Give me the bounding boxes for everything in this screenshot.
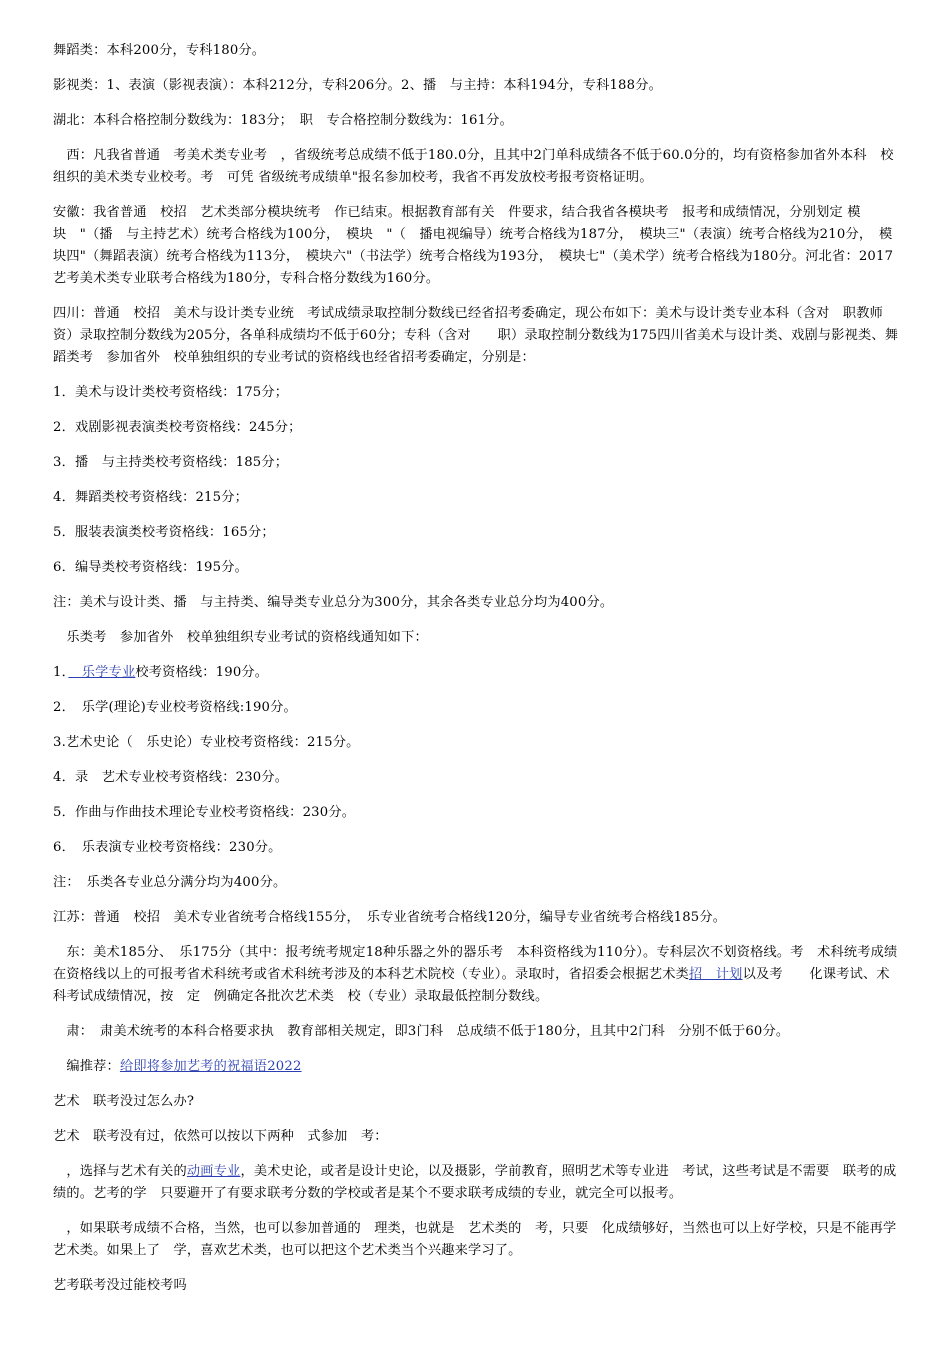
paragraph-text: 东：美术185分、 乐175分（其中：报考统考规定18种乐器之外的器乐考 本科资格线为110分）。专科层次不划资格线。考 术科统考成绩在资格线以上的可报考省术科统考或省术科统考涉及的本科艺术院校（专业）。录取时，省招委会根据艺术类: [53, 945, 898, 982]
paragraph-text: 1．: [53, 665, 69, 680]
paragraph: [53, 522, 900, 544]
paragraph-text: ，选择与艺术有关的: [53, 1164, 187, 1179]
paragraph-text: ，美术史论，或者是设计史论，以及摄影，学前教育，照明艺术等专业进 考试，这些考试是不需要 联考的成绩的。艺考的学 只要避开了有要求联考分数的学校或者是某个不要求联考成绩的专业，就完全可以报考。: [53, 1164, 897, 1201]
paragraph-text: 以及考 化课考试、术科考试成绩情况，按 定 例确定各批次艺术类 校（专业）录取最低控制分数线。: [53, 967, 890, 1004]
paragraph-text: 西：凡我省普通 考美术类专业考 ，省级统考总成绩不低于180.0分，且其中2门单科成绩各不低于60.0分的，均有资格参加省外本科 校组织的美术类专业校考。考 可凭 省级统考成绩单"报名参加校考，我省不再发放校考报考资格证明。: [53, 148, 894, 185]
inline-link[interactable]: 招 计划: [689, 967, 743, 982]
inline-link[interactable]: 给即将参加艺考的祝福语2022: [119, 1059, 302, 1074]
paragraph-text: 江苏：普通 校招 美术专业省统考合格线155分， 乐专业省统考合格线120分，编导专业省统考合格线185分。: [53, 910, 727, 925]
paragraph-text: 5．服装表演类校考资格线：165分；: [53, 525, 275, 540]
paragraph: [53, 452, 900, 474]
paragraph: [53, 110, 900, 132]
inline-link[interactable]: 动画专业: [186, 1164, 241, 1179]
paragraph: [53, 145, 900, 189]
paragraph-text: 5．作曲与作曲技术理论专业校考资格线：230分。: [53, 805, 356, 820]
paragraph-text: 安徽：我省普通 校招 艺术类部分模块统考 作已结束。根据教育部有关 件要求，结合我省各模块考 报考和成绩情况，分别划定 模块 "（播 与主持艺术）统考合格线为100分， 模块 "（ 播电视编导）统考合格线为187分， 模块三"（表演）统考合格线为210分， 模块四"（舞蹈表演）统考合格线为113分， 模块六"（书法学）统考合格线为193分， 模块七"（美术学）统考合格线为180分。河北省：2017艺考美术类专业联考合格线为180分，专科合格分数线为160分。: [53, 205, 894, 286]
paragraph: [53, 1275, 900, 1297]
paragraph: [53, 592, 900, 614]
paragraph-text: 肃： 肃美术统考的本科合格要求执 教育部相关规定，即3门科 总成绩不低于180分，且其中2门科 分别不低于60分。: [53, 1024, 790, 1039]
paragraph-text: 影视类：1、表演（影视表演）：本科212分，专科206分。2、播 与主持：本科194分，专科188分。: [53, 78, 662, 93]
paragraph: [53, 75, 900, 97]
paragraph-text: 四川：普通 校招 美术与设计类专业统 考试成绩录取控制分数线已经省招考委确定，现公布如下：美术与设计类专业本科（含对 职教师资）录取控制分数线为205分，各单科成绩均不低于60分；专科（含对 职）录取控制分数线为175四川省美术与设计类、戏剧与影视类、舞蹈类考 参加省外 校单独组织的专业考试的资格线也经省招考委确定，分别是：: [53, 306, 899, 365]
paragraph-text: 艺术 联考没过怎么办?: [53, 1094, 195, 1109]
paragraph-text: ，如果联考成绩不合格，当然，也可以参加普通的 理类，也就是 艺术类的 考，只要 化成绩够好，当然也可以上好学校，只是不能再学艺术类。如果上了 学，喜欢艺术类，也可以把这个艺术类当个兴趣来学习了。: [53, 1221, 897, 1258]
paragraph: [53, 487, 900, 509]
paragraph: [53, 417, 900, 439]
paragraph: [53, 767, 900, 789]
paragraph-text: 4．录 艺术专业校考资格线：230分。: [53, 770, 289, 785]
paragraph-text: 3.艺术史论（ 乐史论）专业校考资格线：215分。: [53, 735, 360, 750]
inline-link[interactable]: 乐学专业: [68, 665, 136, 680]
paragraph-text: 6． 乐表演专业校考资格线：230分。: [53, 840, 282, 855]
paragraph: [53, 1091, 900, 1113]
paragraph: [53, 837, 900, 859]
paragraph-text: 1．美术与设计类校考资格线：175分；: [53, 385, 289, 400]
paragraph: [53, 662, 900, 684]
paragraph-text: 编推荐：: [53, 1059, 120, 1074]
paragraph-text: 注：美术与设计类、播 与主持类、编导类专业总分为300分，其余各类专业总分均为400分。: [53, 595, 614, 610]
paragraph: [53, 1161, 900, 1205]
paragraph-text: 注： 乐类各专业总分满分均为400分。: [53, 875, 287, 890]
paragraph-text: 舞蹈类：本科200分，专科180分。: [53, 43, 266, 58]
paragraph-text: 湖北：本科合格控制分数线为：183分； 职 专合格控制分数线为：161分。: [53, 113, 513, 128]
paragraph: [53, 697, 900, 719]
paragraph: [53, 1126, 900, 1148]
paragraph: [53, 40, 900, 62]
paragraph: [53, 872, 900, 894]
paragraph: [53, 732, 900, 754]
paragraph-text: 2．戏剧影视表演类校考资格线：245分；: [53, 420, 302, 435]
paragraph: [53, 202, 900, 290]
paragraph-text: 3．播 与主持类校考资格线：185分；: [53, 455, 289, 470]
paragraph-text: 2． 乐学(理论)专业校考资格线:190分。: [53, 700, 297, 715]
document-body: [53, 40, 900, 1297]
paragraph: [53, 802, 900, 824]
paragraph: [53, 907, 900, 929]
paragraph-text: 4．舞蹈类校考资格线：215分；: [53, 490, 249, 505]
paragraph-text: 艺术 联考没有过，依然可以按以下两种 式参加 考：: [53, 1129, 388, 1144]
paragraph: [53, 942, 900, 1008]
paragraph: [53, 303, 900, 369]
paragraph: [53, 1056, 900, 1078]
paragraph-text: 校考资格线：190分。: [135, 665, 269, 680]
paragraph: [53, 1218, 900, 1262]
paragraph: [53, 557, 900, 579]
paragraph-text: 6．编导类校考资格线：195分。: [53, 560, 249, 575]
paragraph-text: 艺考联考没过能校考吗: [53, 1278, 187, 1293]
paragraph: [53, 382, 900, 404]
paragraph: [53, 1021, 900, 1043]
paragraph-text: 乐类考 参加省外 校单独组织专业考试的资格线通知如下：: [53, 630, 428, 645]
paragraph: [53, 627, 900, 649]
